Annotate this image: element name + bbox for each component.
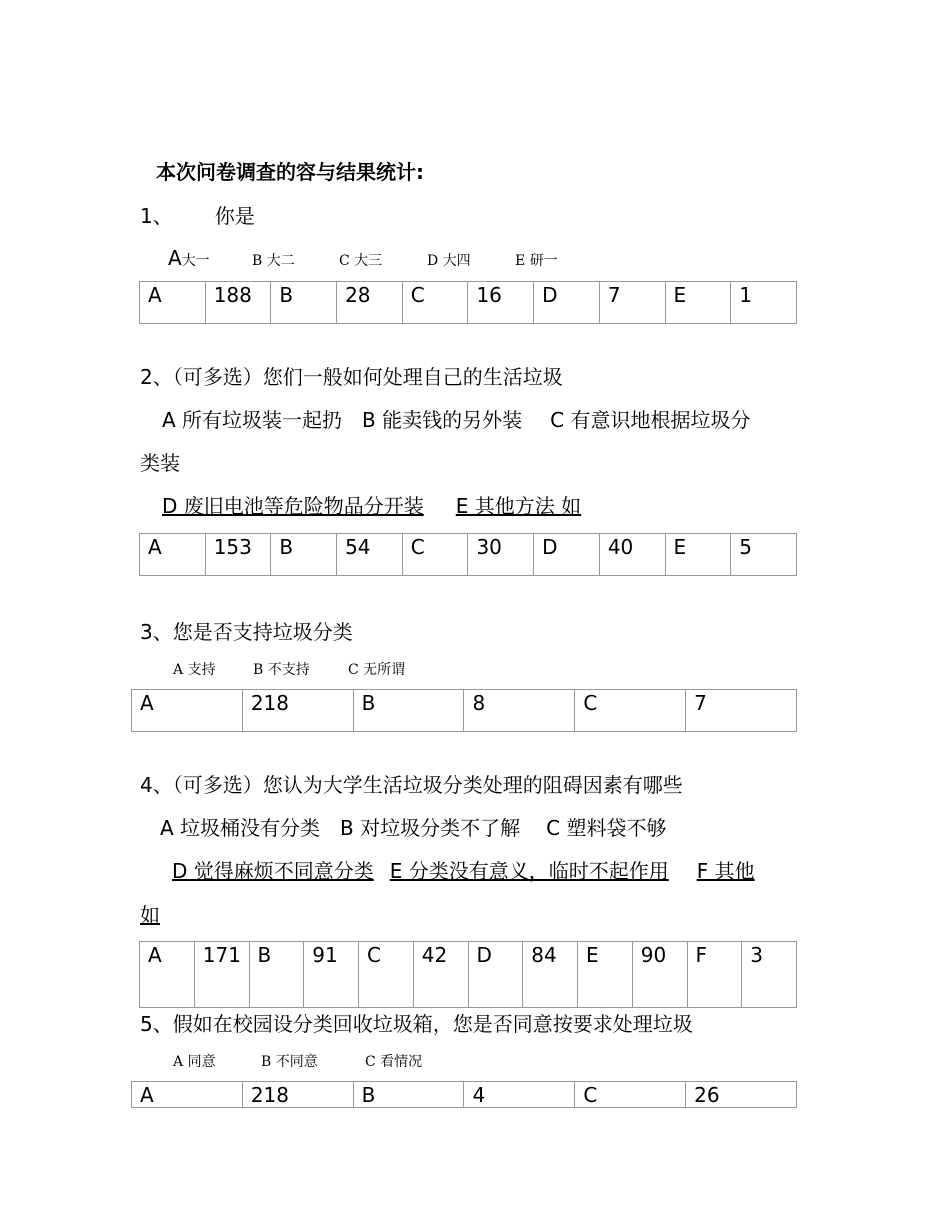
table-cell: C (575, 690, 686, 732)
q2-results-table (139, 533, 797, 576)
q5-results-table (131, 1081, 797, 1108)
table-cell: C (402, 534, 468, 576)
q5-question: 5、假如在校园设分类回收垃圾箱，您是否同意按要求处理垃圾 (140, 1012, 693, 1036)
table-cell: F (687, 942, 742, 1008)
q4-option-c: C 塑料袋不够 (546, 816, 667, 840)
q4-option-f: F 其他 (696, 859, 755, 883)
table-cell: 54 (337, 534, 403, 576)
table-cell: 28 (337, 282, 403, 324)
q2-options-line1 (162, 408, 750, 432)
table-cell: D (534, 282, 600, 324)
table-cell: 42 (413, 942, 468, 1008)
table-cell: 26 (686, 1082, 797, 1108)
table-cell: B (353, 1082, 464, 1108)
q5-option-a: A 同意 (173, 1054, 216, 1070)
table-cell: B (271, 282, 337, 324)
table-cell: C (359, 942, 414, 1008)
table-cell: E (665, 534, 731, 576)
table-cell: C (402, 282, 468, 324)
q4-options-line3: 如 (140, 903, 160, 927)
table-cell: A (132, 1082, 243, 1108)
q5-options (173, 1053, 422, 1071)
q5-option-c: C 看情况 (365, 1054, 423, 1070)
q1-heading (140, 204, 255, 228)
table-cell: B (249, 942, 304, 1008)
table-cell: 7 (599, 282, 665, 324)
q1-options (168, 246, 558, 270)
table-row (132, 1082, 797, 1108)
q1-option-e: E 研一 (515, 253, 558, 269)
q1-number: 1、 (140, 204, 173, 228)
table-cell: 153 (205, 534, 271, 576)
table-cell: 40 (599, 534, 665, 576)
q4-options-line1 (160, 816, 666, 840)
q3-options (173, 661, 405, 679)
table-cell: A (140, 282, 206, 324)
table-cell: C (575, 1082, 686, 1108)
q1-option-d: D 大四 (427, 253, 471, 269)
table-cell: 30 (468, 534, 534, 576)
table-row (140, 534, 797, 576)
q5-option-b: B 不同意 (261, 1054, 318, 1070)
q2-options-line3 (162, 494, 581, 518)
table-cell: 4 (464, 1082, 575, 1108)
table-cell: 3 (742, 942, 797, 1008)
q2-option-a: A 所有垃圾装一起扔 (162, 408, 343, 432)
table-cell: A (140, 534, 206, 576)
table-cell: D (468, 942, 523, 1008)
table-cell: 91 (304, 942, 359, 1008)
survey-title: 本次问卷调查的容与结果统计: (156, 160, 424, 184)
table-cell: 171 (194, 942, 249, 1008)
q1-question: 你是 (214, 204, 255, 228)
table-cell: B (353, 690, 464, 732)
table-row (140, 282, 797, 324)
table-cell: B (271, 534, 337, 576)
q2-options-line2: 类装 (140, 451, 180, 475)
table-cell: A (140, 942, 195, 1008)
q1-option-a: A大一 (168, 246, 210, 270)
q2-question: 2、（可多选）您们一般如何处理自己的生活垃圾 (140, 365, 563, 389)
q4-results-table (139, 941, 797, 1008)
table-cell: 84 (523, 942, 578, 1008)
q3-option-b: B 不支持 (253, 662, 310, 678)
table-cell: 8 (464, 690, 575, 732)
q1-results-table (139, 281, 797, 324)
table-cell: 16 (468, 282, 534, 324)
table-cell: E (665, 282, 731, 324)
q1-option-c: C 大三 (339, 253, 383, 269)
table-cell: 7 (686, 690, 797, 732)
q4-options-line2 (172, 859, 755, 883)
q3-question: 3、您是否支持垃圾分类 (140, 620, 353, 644)
q2-option-c: C 有意识地根据垃圾分 (550, 408, 751, 432)
q4-option-e: E 分类没有意义，临时不起作用 (389, 859, 669, 883)
table-cell: 218 (242, 690, 353, 732)
q2-option-e: E 其他方法 如 (455, 494, 582, 518)
table-cell: 188 (205, 282, 271, 324)
table-cell: 5 (731, 534, 797, 576)
q3-results-table (131, 689, 797, 732)
table-cell: E (578, 942, 633, 1008)
q3-option-a: A 支持 (173, 662, 216, 678)
q4-question: 4、（可多选）您认为大学生活垃圾分类处理的阻碍因素有哪些 (140, 773, 683, 797)
q4-option-d: D 觉得麻烦不同意分类 (172, 859, 374, 883)
table-cell: D (534, 534, 600, 576)
table-row (140, 942, 797, 1008)
table-cell: A (132, 690, 243, 732)
q4-option-b: B 对垃圾分类不了解 (340, 816, 521, 840)
q4-option-a: A 垃圾桶没有分类 (160, 816, 321, 840)
q2-option-b: B 能卖钱的另外装 (362, 408, 523, 432)
q3-option-c: C 无所谓 (348, 662, 406, 678)
q1-option-b: B 大二 (252, 253, 295, 269)
table-row (132, 690, 797, 732)
table-cell: 90 (632, 942, 687, 1008)
table-cell: 1 (731, 282, 797, 324)
q2-option-d: D 废旧电池等危险物品分开装 (162, 494, 424, 518)
table-cell: 218 (242, 1082, 353, 1108)
